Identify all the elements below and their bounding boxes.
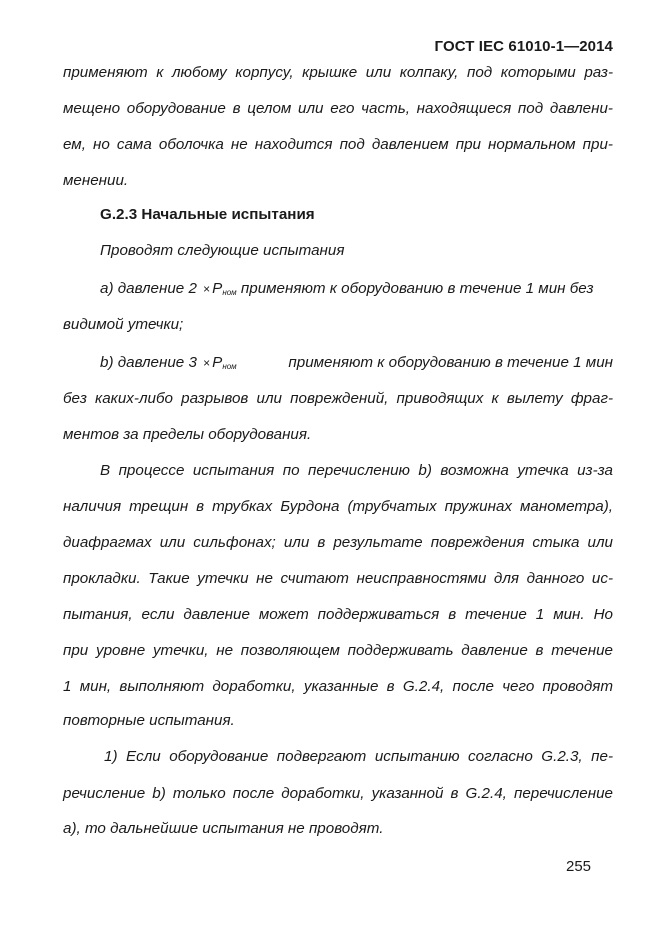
text-line: диафрагмах или сильфонах; или в результате повреждения стыка или	[63, 534, 613, 551]
pressure-symbol: P	[212, 354, 223, 371]
text-line: видимой утечки;	[63, 316, 184, 333]
text-line: В процессе испытания по перечислению b) возможна утечка из-за	[100, 462, 613, 479]
text-line: 1 мин, выполняют доработки, указанные в G.2.4, после чего проводят	[63, 678, 613, 695]
text-line: речисление b) только после доработки, указанной в G.2.4, перечисление	[63, 785, 613, 802]
text-line: 1) Если оборудование подвергают испытанию согласно G.2.3, пе-	[104, 748, 613, 765]
text-line: мещено оборудование в целом или его часть, находящиеся под давлени-	[63, 100, 613, 117]
text-line: без каких-либо разрывов или повреждений, приводящих к вылету фраг-	[63, 390, 613, 407]
text-line: менении.	[63, 172, 129, 189]
document-header: ГОСТ IEC 61010-1—2014	[434, 38, 613, 55]
text-line: ментов за пределы оборудования.	[63, 426, 312, 443]
text-line: Проводят следующие испытания	[100, 242, 345, 259]
text-line: повторные испытания.	[63, 712, 235, 729]
formula-text: применяют к оборудованию в течение 1 мин	[288, 354, 613, 371]
text-line: а), то дальнейшие испытания не проводят.	[63, 820, 384, 837]
formula-line-b	[100, 354, 613, 371]
pressure-subscript: ном	[222, 362, 237, 371]
section-heading: G.2.3 Начальные испытания	[100, 206, 315, 223]
multiply-symbol: ×	[203, 356, 211, 370]
text-line: ем, но сама оболочка не находится под давлением при нормальном при-	[63, 136, 613, 153]
text-line: пытания, если давление может поддерживаться в течение 1 мин. Но	[63, 606, 613, 623]
multiply-symbol: ×	[203, 282, 211, 296]
text-line: прокладки. Такие утечки не считают неисправностями для данного ис-	[63, 570, 613, 587]
formula-text: применяют к оборудованию в течение 1 мин без	[240, 280, 594, 297]
text-line: при уровне утечки, не позволяющем поддерживать давление в течение	[63, 642, 613, 659]
pressure-subscript: ном	[222, 288, 237, 297]
text-line: применяют к любому корпусу, крышке или колпаку, под которыми раз-	[63, 64, 613, 81]
formula-text: b) давление 3	[100, 354, 197, 371]
formula-line-a	[100, 280, 594, 297]
formula-text: a) давление 2	[100, 280, 197, 297]
pressure-symbol: P	[212, 280, 223, 297]
text-line: наличия трещин в трубках Бурдона (трубчатых пружинах манометра),	[63, 498, 613, 515]
page-number: 255	[566, 858, 592, 875]
